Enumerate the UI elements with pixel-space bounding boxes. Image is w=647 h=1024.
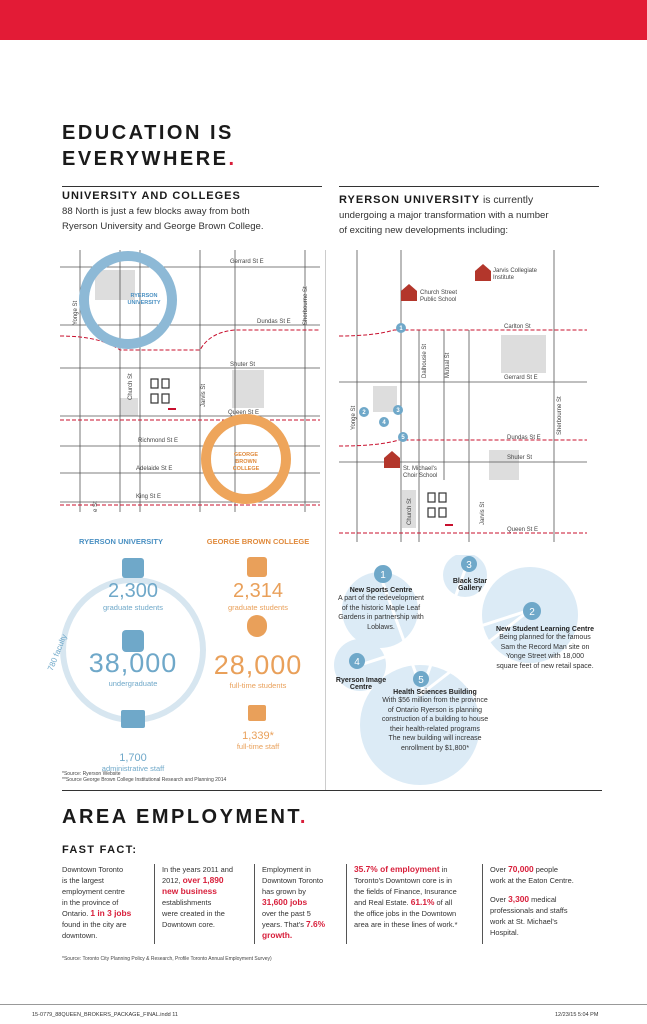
dev-5-title: Health Sciences Building [393,689,477,696]
dev-marker-1: 1 [380,570,386,581]
dev-1-line-4: Loblaws. [367,623,395,631]
map2-carlton: Carlton St [504,324,531,330]
fact2-pre: 2012, [162,876,183,885]
fact5-pre-2: Over [490,895,509,904]
footer-file: 15-0779_88QUEEN_BROKERS_PACKAGE_FINAL.indd 11 [32,1012,178,1018]
briefcase-icon [121,710,145,728]
dev-2-line-4: square feet of new retail space. [496,662,594,670]
fact2-highlight-1: over 1,890 [182,875,224,885]
r-admin-num: 1,700 [119,752,147,764]
map1-yonge: Yonge St [73,300,79,325]
fact4-in: in [439,865,448,874]
map2-marker-1: 1 [399,326,403,332]
map2-shuter: Shuter St [507,455,533,461]
ryerson-heading: RYERSON UNIVERSITY [339,194,481,206]
map1-st-fragment: e St [93,501,99,512]
fact-divider-2 [254,864,255,944]
map2-church: Church St [407,498,413,525]
footer-date: 12/23/15 5:04 PM [555,1012,599,1018]
r-under-lbl: undergraduate [108,679,158,688]
fact4-highlight: 35.7% of employment [354,864,440,874]
dev-3 [440,578,500,592]
fact1-line-1: Downtown Toronto [62,865,124,874]
r-under-num: 38,000 [88,648,178,678]
gb-graduate-icon [247,557,267,577]
fact1-line-3: employment centre [62,887,125,896]
gb-stats-title: GEORGE BROWN COLLEGE [206,537,310,546]
uni-line-1: 88 North is just a few blocks away from both [62,206,250,217]
map2-school-3b: Choir School [403,473,438,479]
fact-col-5 [490,864,600,938]
map2-school-2b: Public School [420,297,457,303]
page-title [62,120,237,172]
source-1: *Source: Ryerson Website [62,771,121,777]
ryerson-line-2: undergoing a major transformation with a number [339,210,549,221]
ryerson-heading-rest: is currently [480,195,534,206]
fact4-line-2: Toronto's Downtown core is in [354,876,452,885]
fact4-highlight-2: 61.1% [410,897,435,907]
map2-mutual: Mutual St [445,352,451,378]
map1-jarvis: Jarvis St [201,383,207,407]
fact4-line-3: the fields of Finance, Insurance [354,887,457,896]
uni-line-2: Ryerson University and George Brown College. [62,221,264,232]
fact5-rest-3: Hospital. [490,928,519,937]
title-dot: . [228,148,237,170]
dev-2 [470,626,620,671]
area-heading: AREA EMPLOYMENT [62,806,300,828]
dev-5-line-6: enrollment by $1,800* [400,744,470,752]
fact1-highlight: 1 in 3 jobs [90,908,132,918]
fast-fact-label: FAST FACT: [62,844,138,856]
map1-sherbourne: Sherbourne St [303,286,309,325]
fact2-post-3: Downtown core. [162,920,215,929]
map2-dalhousie: Dalhousie St [422,343,428,378]
fact5-post-2: medical [529,895,557,904]
g-grad-num: 2,314 [232,580,284,602]
ryerson-stats-title: RYERSON UNIVERSITY [79,537,163,546]
area-dot: . [299,806,308,828]
ryerson-line-3: of exciting new developments including: [339,225,509,236]
map2-yonge: Yonge St [351,405,357,430]
dev-2-line-2: Sam the Record Man site on [500,643,590,651]
fact3-highlight: 31,600 jobs [262,897,308,907]
fact1-line-2: is the largest [62,876,104,885]
fact2-line-1: In the years 2011 and [162,865,233,874]
map2-school-1b: Institute [493,275,515,281]
g-full-lbl: full-time students [229,681,287,690]
g-staff-num: 1,339* [242,730,274,742]
dev-marker-5: 5 [418,675,424,686]
gb-staff-icon [248,705,266,721]
map2-marker-5: 5 [401,435,405,441]
map2-queen: Queen St E [507,527,539,533]
fact3-line-1: Employment in [262,865,311,874]
map2-sherbourne: Sherbourne St [557,396,563,435]
map2-dundas: Dundas St E [507,435,541,441]
map1-gb-label-1: GEORGE [233,452,259,458]
dev-marker-3: 3 [466,560,472,571]
map1-church: Church St [128,373,134,400]
dev-5-line-2: of Ontario Ryerson is planning [387,706,483,714]
fact5-post: people [533,865,558,874]
ryerson-section [339,186,599,238]
map1-gerrard: Gerrard St E [230,259,264,265]
dev-marker-4: 4 [354,657,360,668]
fact5-pre: Over [490,865,509,874]
g-full-num: 28,000 [213,650,303,680]
map2-marker-3: 3 [396,408,400,414]
map1-ryerson-label-1: RYERSON [130,293,158,299]
map2-school-3a: St. Michael's [403,466,437,472]
fact4-post-2: area are in these lines of work.* [354,920,458,929]
area-map-left [60,250,320,512]
school-icon-church-street [401,284,417,301]
fact3-line-3: has grown by [262,887,306,896]
g-grad-lbl: graduate students [227,603,289,612]
dev-4-title: Ryerson Image [335,677,387,684]
fact2-post-2: were created in the [162,909,225,918]
r-admin-lbl: administrative staff [101,764,165,773]
fact-col-1 [62,864,154,941]
map2-jarvis: Jarvis St [480,501,486,525]
fact5-rest-2: work at St. Michael's [490,917,558,926]
map1-richmond: Richmond St E [138,438,179,444]
title-line-1: EDUCATION IS [62,122,234,144]
employment-source: *Source: Toronto City Planning Policy & Research, Profile Toronto Annual Employment Survey) [62,956,272,962]
r-grad-lbl: graduate students [102,603,164,612]
gb-student-icon [247,615,267,637]
area-map-right [339,250,587,542]
fact-divider-1 [154,864,155,944]
dev-1-line-1: A part of the redevelopment [338,595,424,602]
column-divider [325,250,326,790]
uni-heading: UNIVERSITY AND COLLEGES [62,190,241,202]
graduate-icon [122,558,144,578]
map1-shuter: Shuter St [230,362,256,368]
fact5-rest-1: professionals and staffs [490,906,568,915]
map1-queen: Queen St E [228,410,260,416]
fact1-pre: Ontario. [62,909,91,918]
g-staff-lbl: full-time staff [236,742,280,751]
dev-2-title: New Student Learning Centre [495,626,594,633]
area-divider [62,790,602,791]
dev-1-title: New Sports Centre [349,587,413,594]
r-grad-num: 2,300 [107,580,159,602]
fact1-post-2: downtown. [62,931,98,940]
dev-marker-2: 2 [529,607,535,618]
map1-king: King St E [136,494,162,500]
fact-divider-4 [482,864,483,944]
fact5-line-2: work at the Eaton Centre. [490,876,574,885]
fact3-line-2: Downtown Toronto [262,876,324,885]
fact3-highlight-2: 7.6% [306,919,326,929]
fact3-post-1: over the past 5 [262,909,311,918]
r-faculty: 780 faculty [45,632,69,673]
fact5-highlight: 70,000 [508,864,534,874]
source-2: **Source George Brown College Institutional Research and Planning 2014 [62,777,227,783]
dev-4-title-2: Centre [349,684,373,691]
map1-gb-label-2: BROWN [235,459,257,465]
fact-col-3 [262,864,346,941]
dev-1-line-3: Gardens in partnership with [338,614,424,621]
dev-5 [360,689,510,753]
map2-school-2a: Church Street [420,290,458,296]
dev-5-line-1: With $56 million from the province [382,697,488,704]
uni-section [62,186,322,234]
fact4-line-4b: of all [434,898,453,907]
fact1-line-4: in the province of [62,898,119,907]
fact4-post-1: the office jobs in the Downtown [354,909,457,918]
map1-adelaide: Adelaide St E [136,466,173,472]
print-footer [0,1004,647,1024]
dev-1 [326,587,436,632]
fact1-post-1: found in the city are [62,920,127,929]
map1-gb-label-3: COLLEGE [232,466,260,472]
fact-col-4 [354,864,479,930]
area-title [62,806,308,829]
dev-5-line-3: construction of a building to house [381,716,489,723]
map2-school-1a: Jarvis Collegiate [493,268,538,274]
fact5-highlight-2: 3,300 [508,894,530,904]
fact-divider-3 [346,864,347,944]
map1-ryerson-label-2: UNIVERSITY [127,300,161,306]
map2-marker-2: 2 [362,410,366,416]
fact4-line-4: and Real Estate. [354,898,411,907]
fact3-line-6: years. That's [262,920,306,929]
dev-3-title: Black Star [452,578,488,585]
title-line-2: EVERYWHERE [62,148,229,170]
dev-3-title-2: Gallery [458,585,482,592]
map1-dundas: Dundas St E [257,319,291,325]
fact3-highlight-3: growth. [262,930,293,940]
map2-gerrard: Gerrard St E [504,375,538,381]
dev-2-line-1: Being planned for the famous [499,634,591,641]
dev-5-line-5: The new building will increase [388,735,482,742]
school-icon-jarvis [475,264,491,281]
fact2-highlight-2: new business [162,886,217,896]
top-red-bar [0,0,647,40]
map2-marker-4: 4 [382,420,386,426]
dev-2-line-3: Yonge Street with 18,000 [506,653,584,660]
fact-col-2 [162,864,254,930]
dev-1-line-2: of the historic Maple Leaf [341,604,421,612]
school-icon-st-michaels [384,451,400,468]
dev-5-line-4: their health-related programs [390,725,480,733]
fact2-post-1: establishments [162,898,212,907]
